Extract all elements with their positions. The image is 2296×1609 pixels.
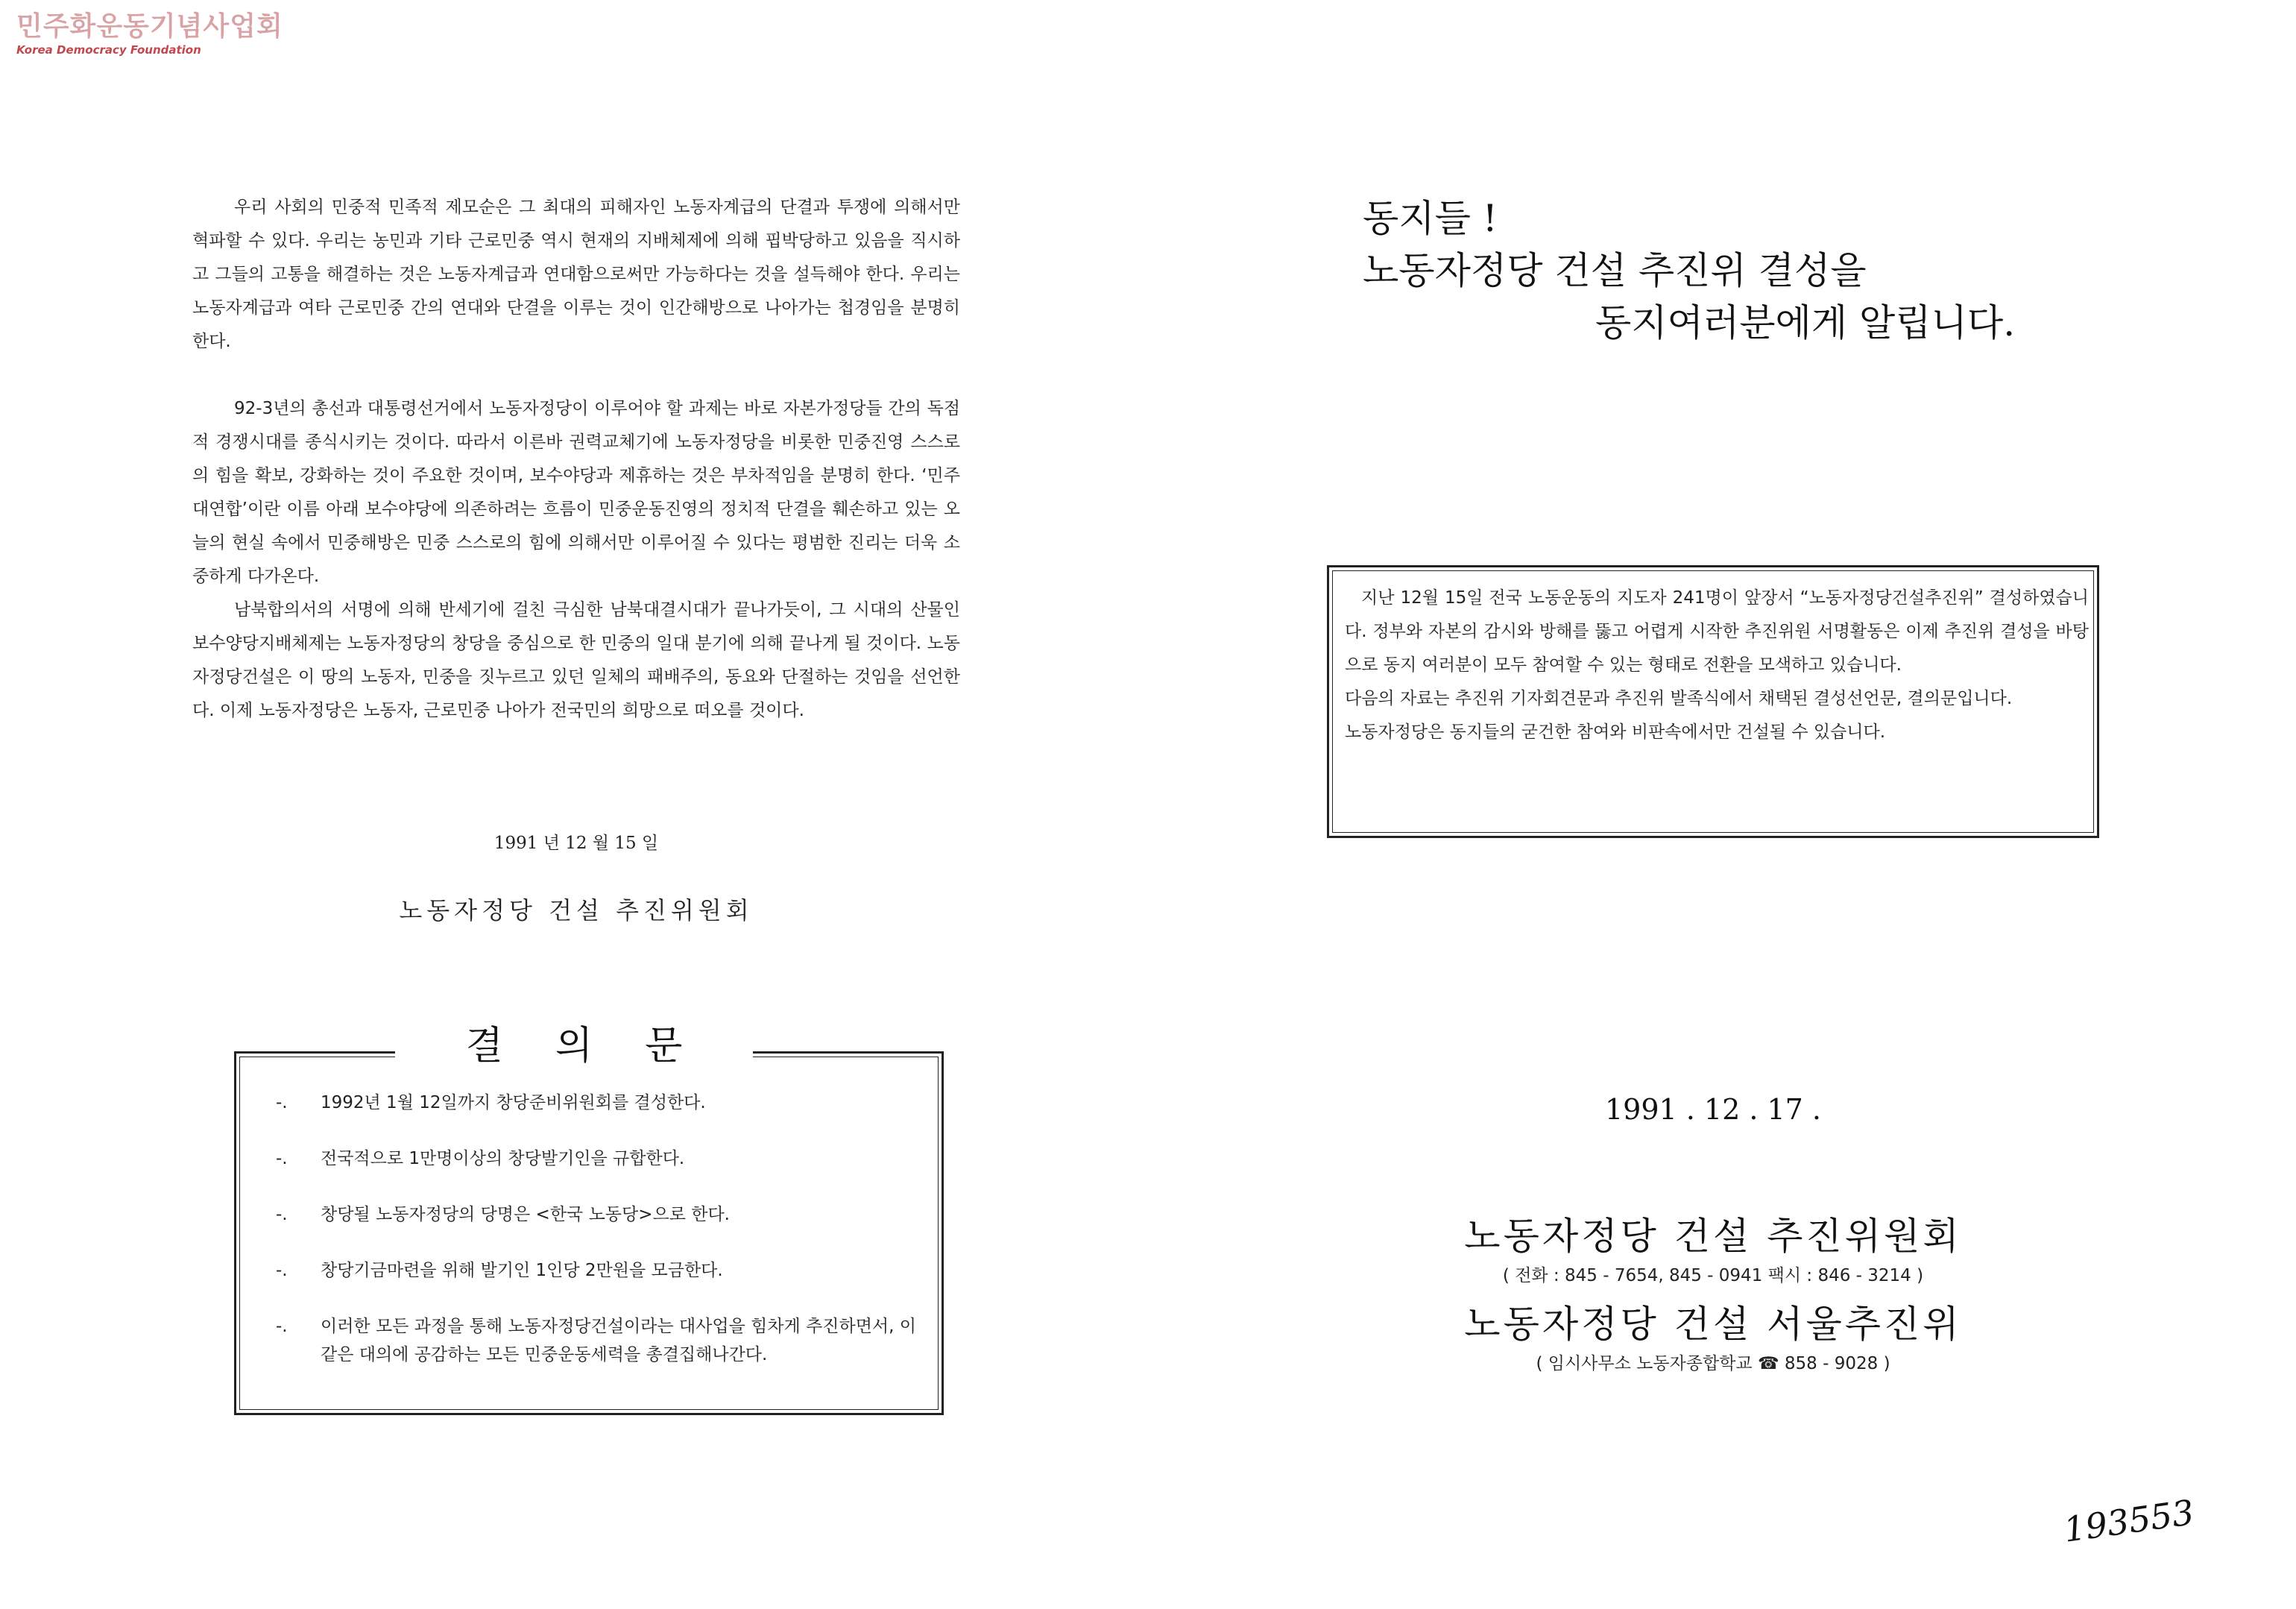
headline-line-3: 동지여러분에게 알립니다. [1595,301,2016,344]
paragraph-1: 우리 사회의 민중적 민족적 제모순은 그 최대의 피해자인 노동자계급의 단결과 투쟁에 의해서만 혁파할 수 있다. 우리는 농민과 기타 근로민중 역시 현재의 지배체제에 의해 핍박당하고 있음을 직시하고 그들의 고통을 해결하는 것은 노동자계급과 연대함으로써만 가능하다는 것을 설득해야 한다. 우리는 노동자계급과 여타 근로민중 간의 연대와 단결을 이루는 것이 인간해방으로 나아가는 첩경임을 분명히 한다. [192,198,960,351]
notice-paragraph-3: 노동자정당은 동지들의 굳건한 참여와 비판속에서만 건설될 수 있습니다. [1345,722,1886,742]
paragraph-3: 남북합의서의 서명에 의해 반세기에 걸친 극심한 남북대결시대가 끝나가듯이, 그 시대의 산물인 보수양당지배체제는 노동자정당의 창당을 중심으로 한 민중의 일대 분기에 의해 끝나게 될 것이다. 노동자정당건설은 이 땅의 노동자, 민중을 짓누르고 있던 일체의 패배주의, 동요와 단절하는 것임을 선언한다. 이제 노동자정당은 노동자, 근로민중 나아가 전국민의 희망으로 떠오를 것이다. [192,600,960,720]
contact-info-2: ( 임시사무소 노동자종합학교 ☎ 858 - 9028 ) [1536,1354,1890,1373]
resolution-item: -. 창당기금마련을 위해 발기인 1인당 2만원을 모금한다. [276,1261,723,1280]
resolution-item: -. 1992년 1월 12일까지 창당준비위원회를 결성한다. [276,1093,706,1112]
organization-name-1: 노동자정당 건설 추진위원회 [1464,1215,1962,1258]
organization-name-2: 노동자정당 건설 서울추진위 [1464,1303,1962,1346]
resolution-item: -. 이러한 모든 과정을 통해 노동자정당건설이라는 대사업을 힘차게 추진하면서, 이같은 대의에 공감하는 모든 민중운동세력을 총결집해나간다. [276,1317,916,1364]
contact-info-1: ( 전화 : 845 - 7654, 845 - 0941 팩시 : 846 - 3214 ) [1502,1266,1924,1285]
right-date: 1991 . 12 . 17 . [1604,1093,1822,1126]
paragraph-2: 92-3년의 총선과 대통령선거에서 노동자정당이 이루어야 할 과제는 바로 자본가정당들 간의 독점적 경쟁시대를 종식시키는 것이다. 따라서 이른바 권력교체기에 노동자정당을 비롯한 민중진영 스스로의 힘을 확보, 강화하는 것이 주요한 것이며, 보수야당과 제휴하는 것은 부차적임을 분명히 한다. ‘민주대연합’이란 이름 아래 보수야당에 의존하려는 흐름이 민중운동진영의 정치적 단결을 훼손하고 있는 오늘의 현실 속에서 민중해방은 민중 스스로의 힘에 의해서만 이루어질 수 있다는 평범한 진리는 더욱 소중하게 다가온다. [192,399,960,586]
logo-korean-text: 민주화운동기념사업회 [16,11,283,42]
left-organization: 노동자정당 건설 추진위원회 [399,896,754,925]
headline-line-2: 노동자정당 건설 추진위 결성을 [1363,249,1867,292]
notice-text [1345,582,2089,749]
resolution-list [276,1089,917,1397]
notice-paragraph-1: 지난 12월 15일 전국 노동운동의 지도자 241명이 앞장서 “노동자정당건설추진위” 결성하였습니다. 정부와 자본의 감시와 방해를 뚫고 어렵게 시작한 추진위원 서명활동은 이제 추진위 결성을 바탕으로 동지 여러분이 모두 참여할 수 있는 형태로 전환을 모색하고 있습니다. [1345,588,2089,675]
resolution-title: 결의문 [395,1020,753,1072]
handwritten-archive-number: 193553 [2061,1491,2197,1550]
logo-english-text: Korea Democracy Foundation [16,43,201,57]
resolution-item: -. 창당될 노동자정당의 당명은 <한국 노동당>으로 한다. [276,1205,730,1224]
notice-paragraph-2: 다음의 자료는 추진위 기자회견문과 추진위 발족식에서 채택된 결성선언문, 결의문입니다. [1345,689,2013,708]
left-date: 1991 년 12 월 15 일 [493,834,659,853]
headline [1363,192,2078,349]
headline-line-1: 동지들 ! [1363,197,1498,240]
left-body-text [192,191,960,728]
foundation-logo [16,11,283,58]
resolution-item: -. 전국적으로 1만명이상의 창당발기인을 규합한다. [276,1149,685,1168]
